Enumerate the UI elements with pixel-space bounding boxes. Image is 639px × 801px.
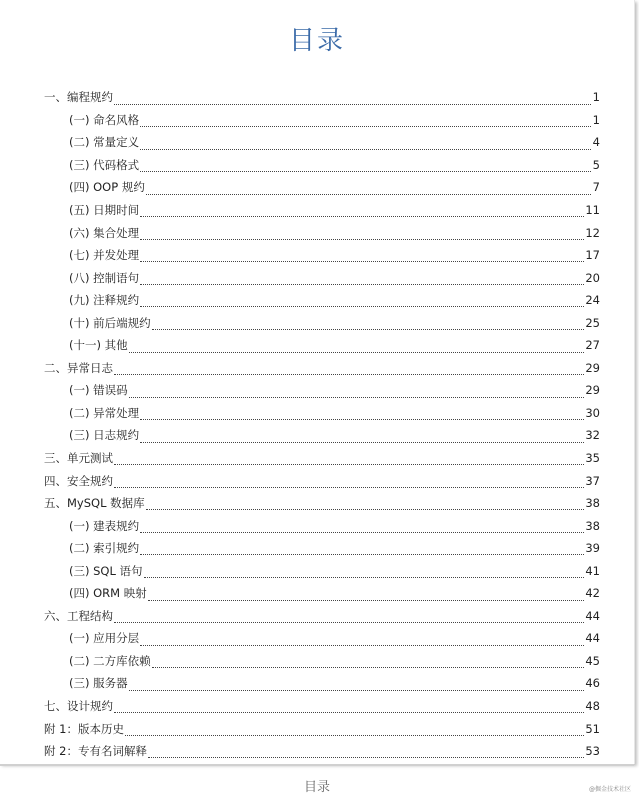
toc-entry[interactable] bbox=[44, 334, 600, 357]
toc-entry[interactable] bbox=[44, 537, 600, 560]
toc-entry[interactable] bbox=[44, 740, 600, 763]
toc-entry-label: (一) 命名风格 bbox=[69, 112, 140, 127]
dot-leader bbox=[140, 116, 591, 127]
toc-entry-page-number: 25 bbox=[585, 315, 600, 330]
dot-leader bbox=[129, 387, 585, 398]
toc-entry-label: 附 1：版本历史 bbox=[44, 721, 124, 736]
toc-entry[interactable] bbox=[44, 627, 600, 650]
dot-leader bbox=[140, 274, 584, 285]
toc-entry-label: 六、工程结构 bbox=[44, 608, 113, 623]
toc-entry[interactable] bbox=[44, 492, 600, 515]
toc-entry-page-number: 46 bbox=[585, 676, 600, 691]
toc-entry[interactable] bbox=[44, 695, 600, 718]
toc-entry[interactable] bbox=[44, 514, 600, 537]
toc-entry-page-number: 37 bbox=[585, 473, 600, 488]
toc-entry[interactable] bbox=[44, 357, 600, 380]
toc-entry-label: (三) 服务器 bbox=[69, 676, 128, 691]
watermark: @掘金技术社区 bbox=[588, 786, 631, 793]
toc-entry[interactable] bbox=[44, 131, 600, 154]
toc-entry-page-number: 48 bbox=[585, 699, 600, 714]
toc-entry-page-number: 42 bbox=[585, 586, 600, 601]
toc-entry-label: (十一) 其他 bbox=[69, 338, 128, 353]
dot-leader bbox=[140, 432, 584, 443]
dot-leader bbox=[144, 567, 585, 578]
toc-entry-page-number: 11 bbox=[585, 203, 600, 217]
toc-entry[interactable] bbox=[44, 289, 600, 312]
toc-entry-label: (四) ORM 映射 bbox=[69, 586, 147, 601]
toc-entry-label: 附 2：专有名词解释 bbox=[44, 744, 147, 759]
dot-leader bbox=[114, 477, 584, 488]
dot-leader bbox=[140, 296, 584, 307]
toc-entry[interactable] bbox=[44, 244, 600, 267]
toc-entry[interactable] bbox=[44, 266, 600, 289]
toc-entry-label: 七、设计规约 bbox=[44, 699, 113, 714]
toc-entry[interactable] bbox=[44, 154, 600, 177]
toc-entry[interactable] bbox=[44, 424, 600, 447]
dot-leader bbox=[129, 680, 585, 691]
toc-entry-page-number: 7 bbox=[592, 180, 600, 195]
dot-leader bbox=[140, 251, 584, 262]
dot-leader bbox=[140, 161, 591, 172]
dot-leader bbox=[152, 319, 585, 330]
dot-leader bbox=[140, 544, 584, 555]
toc-entry-label: 四、安全规约 bbox=[44, 473, 113, 488]
toc-entry-label: (九) 注释规约 bbox=[69, 293, 140, 308]
toc-entry[interactable] bbox=[44, 559, 600, 582]
toc-entry[interactable] bbox=[44, 717, 600, 740]
dot-leader bbox=[129, 342, 585, 353]
toc-list bbox=[44, 86, 600, 762]
toc-entry-label: (二) 常量定义 bbox=[69, 135, 140, 150]
toc-entry-page-number: 41 bbox=[585, 563, 600, 578]
footer-label: 目录 bbox=[303, 780, 330, 795]
dot-leader bbox=[114, 454, 584, 465]
toc-entry-page-number: 4 bbox=[592, 135, 600, 150]
toc-entry-label: (六) 集合处理 bbox=[69, 225, 140, 240]
toc-entry[interactable] bbox=[44, 582, 600, 605]
toc-entry-label: (三) 代码格式 bbox=[69, 157, 140, 172]
toc-entry[interactable] bbox=[44, 176, 600, 199]
toc-entry-label: 一、编程规约 bbox=[44, 90, 113, 105]
dot-leader bbox=[140, 206, 584, 217]
dot-leader bbox=[140, 522, 584, 533]
toc-entry-label: 五、MySQL 数据库 bbox=[44, 496, 145, 511]
toc-entry-page-number: 38 bbox=[585, 496, 600, 511]
toc-entry[interactable] bbox=[44, 402, 600, 425]
toc-entry-page-number: 53 bbox=[585, 744, 600, 759]
toc-entry[interactable] bbox=[44, 447, 600, 470]
dot-leader bbox=[114, 612, 584, 623]
dot-leader bbox=[140, 139, 591, 150]
toc-entry[interactable] bbox=[44, 109, 600, 132]
dot-leader bbox=[148, 747, 584, 758]
toc-entry-page-number: 32 bbox=[585, 428, 600, 443]
toc-entry-label: (七) 并发处理 bbox=[69, 248, 140, 263]
toc-entry-page-number: 51 bbox=[585, 721, 600, 736]
toc-entry-label: (一) 建表规约 bbox=[69, 518, 140, 533]
toc-entry[interactable] bbox=[44, 605, 600, 628]
toc-entry-page-number: 24 bbox=[585, 293, 600, 308]
toc-entry-label: (一) 应用分层 bbox=[69, 631, 140, 646]
toc-entry[interactable] bbox=[44, 199, 600, 222]
dot-leader bbox=[125, 725, 584, 736]
toc-entry-label: (三) SQL 语句 bbox=[69, 563, 143, 578]
toc-entry[interactable] bbox=[44, 311, 600, 334]
toc-entry-page-number: 12 bbox=[585, 225, 600, 240]
dot-leader bbox=[114, 702, 584, 713]
toc-entry-label: 二、异常日志 bbox=[44, 360, 113, 375]
toc-entry-label: (十) 前后端规约 bbox=[69, 315, 151, 330]
toc-entry-page-number: 44 bbox=[585, 608, 600, 623]
dot-leader bbox=[148, 590, 585, 601]
toc-entry-page-number: 44 bbox=[585, 631, 600, 646]
toc-entry-page-number: 20 bbox=[585, 270, 600, 285]
toc-entry[interactable] bbox=[44, 221, 600, 244]
toc-entry[interactable] bbox=[44, 469, 600, 492]
toc-entry-label: 三、单元测试 bbox=[44, 451, 113, 466]
toc-entry-label: (八) 控制语句 bbox=[69, 270, 140, 285]
toc-entry-label: (一) 错误码 bbox=[69, 383, 128, 398]
toc-entry-page-number: 29 bbox=[585, 360, 600, 375]
toc-entry-page-number: 1 bbox=[592, 90, 600, 105]
toc-title: 目录 bbox=[288, 26, 345, 56]
toc-entry[interactable] bbox=[44, 86, 600, 109]
page-divider bbox=[0, 764, 634, 766]
toc-entry-label: (三) 日志规约 bbox=[69, 428, 140, 443]
toc-entry-page-number: 17 bbox=[585, 248, 600, 263]
toc-entry[interactable] bbox=[44, 650, 600, 673]
dot-leader bbox=[152, 657, 585, 668]
toc-entry-label: (二) 二方库依赖 bbox=[69, 653, 151, 668]
toc-entry[interactable] bbox=[44, 379, 600, 402]
toc-entry-page-number: 27 bbox=[585, 338, 600, 353]
toc-entry-page-number: 1 bbox=[592, 112, 600, 127]
toc-entry-label: (二) 异常处理 bbox=[69, 405, 140, 420]
toc-entry-label: (二) 索引规约 bbox=[69, 541, 140, 556]
dot-leader bbox=[114, 364, 584, 375]
toc-entry-page-number: 5 bbox=[592, 157, 600, 172]
dot-leader bbox=[146, 499, 585, 510]
dot-leader bbox=[140, 229, 584, 240]
toc-entry-label: (四) OOP 规约 bbox=[69, 180, 145, 195]
toc-entry-page-number: 38 bbox=[585, 518, 600, 533]
dot-leader bbox=[114, 94, 591, 105]
dot-leader bbox=[146, 184, 591, 195]
toc-entry-label: (五) 日期时间 bbox=[69, 203, 140, 217]
toc-entry-page-number: 29 bbox=[585, 383, 600, 398]
dot-leader bbox=[140, 409, 584, 420]
toc-entry-page-number: 35 bbox=[585, 451, 600, 466]
toc-entry-page-number: 39 bbox=[585, 541, 600, 556]
dot-leader bbox=[140, 635, 584, 646]
toc-entry-page-number: 30 bbox=[585, 405, 600, 420]
toc-entry-page-number: 45 bbox=[585, 653, 600, 668]
toc-entry[interactable] bbox=[44, 672, 600, 695]
